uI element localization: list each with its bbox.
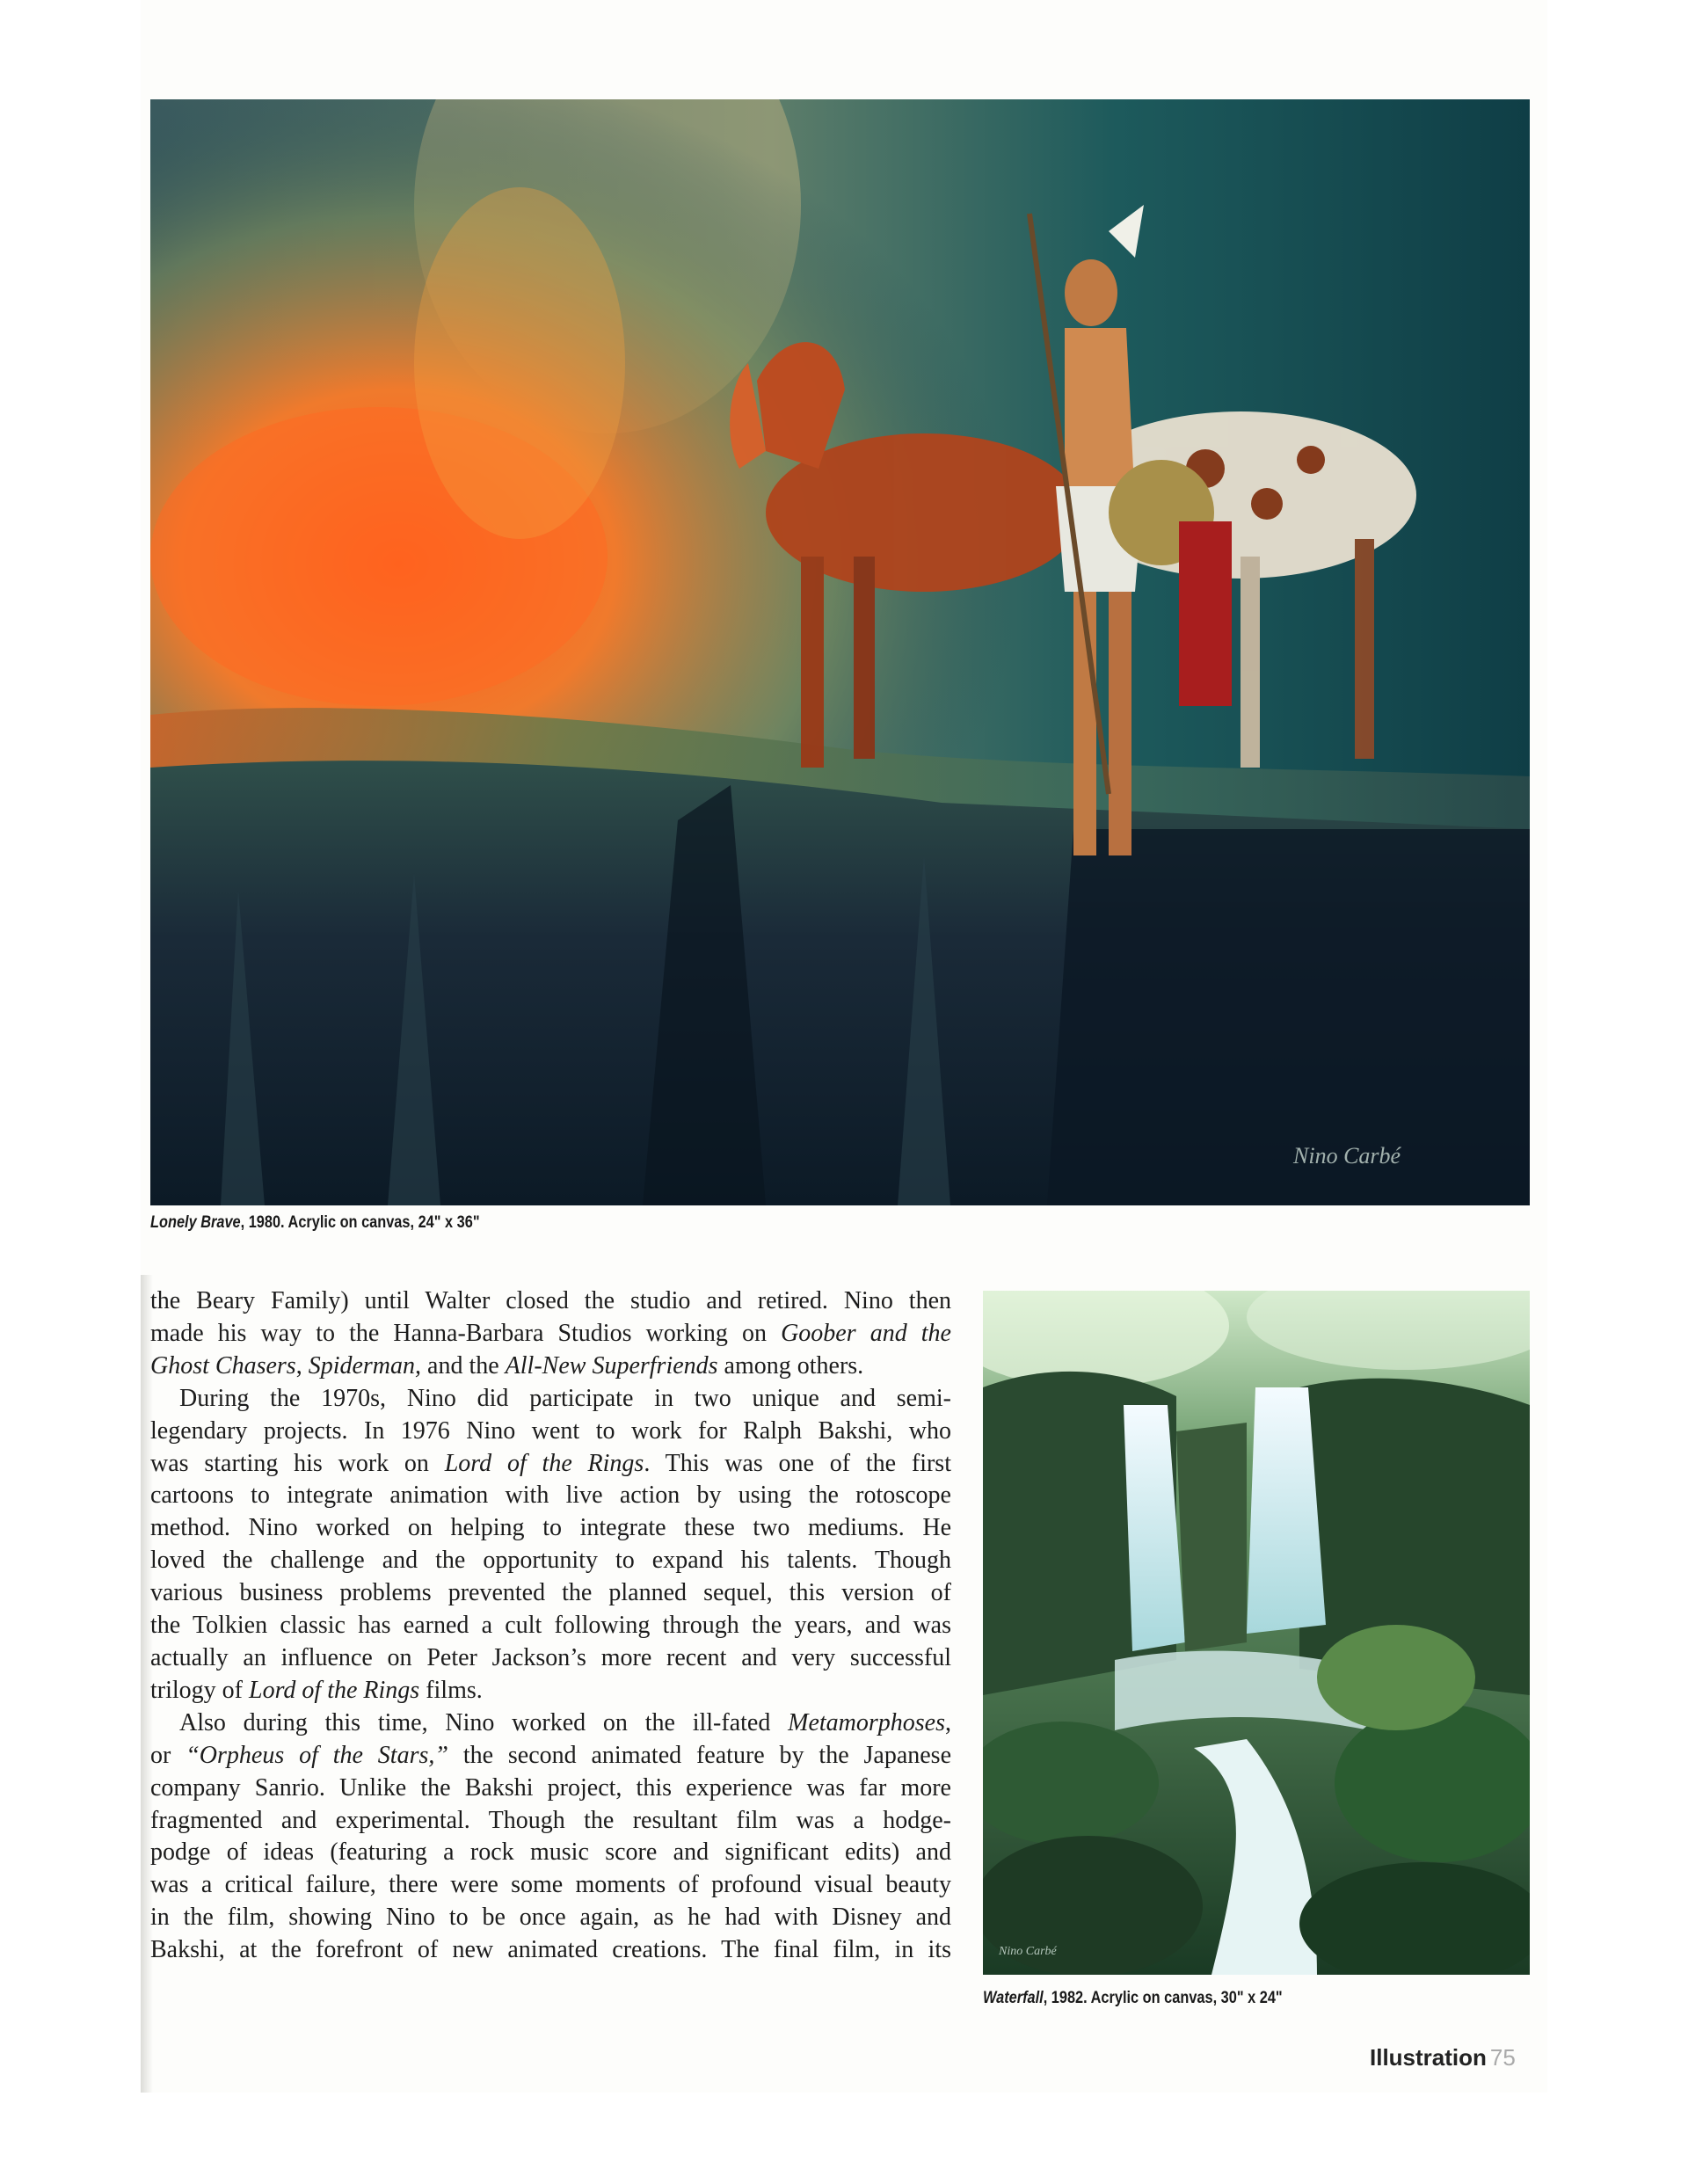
small-signature: Nino Carbé xyxy=(999,1945,1057,1958)
painting-lonely-brave xyxy=(150,99,1530,1205)
page-footer xyxy=(1370,2044,1516,2071)
paragraph-3: Also during this time, Nino worked on the ill-fated Metamorphoses, or “Orpheus of the Stars,” the second animated feature by the Japanese company Sanrio. Unlike the Bakshi project, this experience was far more fragmented and experimental. Though the resultant film was a hodge- podge of ideas (featuring a rock music score and significant edits) and was a critical failure, there were some moments of profound visual beauty in the film, showing Nino to be once again, as he had with Disney and Bakshi, at the forefront of new animated creations. The final film, in its xyxy=(150,1708,952,1964)
small-figure-caption xyxy=(983,1989,1283,2008)
page-number: 75 xyxy=(1489,2044,1516,2071)
paragraph-1: the Beary Family) until Walter closed the studio and retired. Nino then made his way to the Hanna-Barbara Studios working on Goober and the Ghost Chasers, Spiderman, and the All-New Superfriends among others. xyxy=(150,1287,951,1380)
waterfall-illustration xyxy=(983,1291,1530,1975)
main-caption-details: , 1980. Acrylic on canvas, 24" x 36" xyxy=(240,1213,480,1232)
small-caption-details: , 1982. Acrylic on canvas, 30" x 24" xyxy=(1043,1989,1283,2007)
magazine-name: Illustration xyxy=(1370,2044,1487,2071)
painting-waterfall xyxy=(983,1291,1530,1975)
main-caption-title: Lonely Brave xyxy=(150,1213,241,1232)
small-caption-title: Waterfall xyxy=(983,1989,1044,2007)
lonely-brave-illustration xyxy=(150,99,1530,1205)
paragraph-2: During the 1970s, Nino did participate in two unique and semi- legendary projects. In 1976 Nino went to work for Ralph Bakshi, who was starting his work on Lord of the Rings. This was one of the first cartoons to integrate animation with live action by using the rotoscope method. Nino worked on helping to integrate these two mediums. He loved the challenge and the opportunity to expand his talents. Though various business problems prevented the planned sequel, this version of the Tolkien classic has earned a cult following through the years, and was actually an influence on Peter Jackson’s more recent and very successful trilogy of Lord of the Rings films. xyxy=(150,1384,951,1704)
article-text xyxy=(150,1285,951,1967)
main-signature: Nino Carbé xyxy=(1293,1143,1401,1168)
main-figure-caption xyxy=(150,1213,480,1233)
